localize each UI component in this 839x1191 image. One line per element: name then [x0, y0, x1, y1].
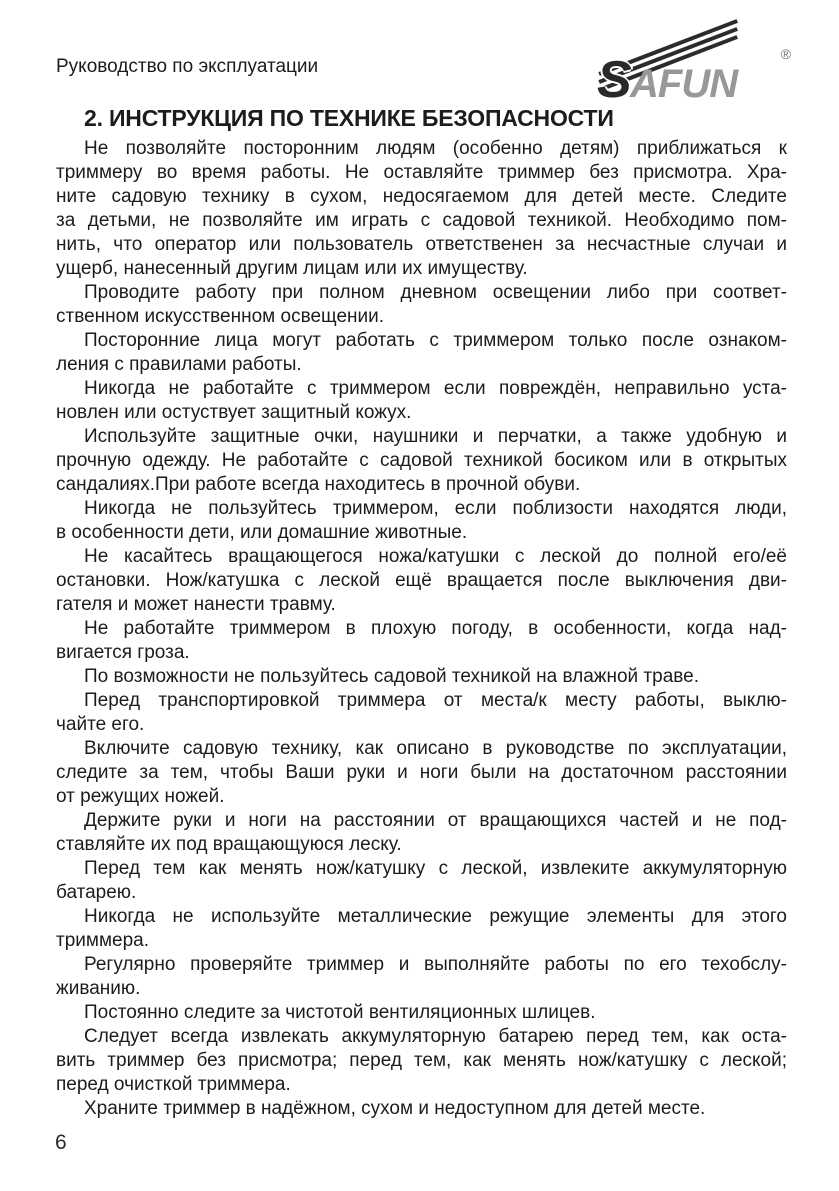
text-line: следите за тем, чтобы Ваши руки и ноги были на достаточном расстоянии: [56, 762, 787, 783]
text-line: Используйте защитные очки, наушники и перчатки, а также удобную и: [84, 426, 787, 447]
text-line: за детьми, не позволяйте им играть с садовой техникой. Необходимо пом-: [56, 210, 787, 231]
paragraph: [56, 689, 787, 737]
text-line: Никогда не работайте с триммером если повреждён, неправильно уста-: [84, 378, 787, 399]
text-line: ущерб, нанесенный другим лицам или их имуществу.: [56, 258, 528, 279]
paragraph: [56, 953, 787, 1001]
paragraph: [56, 665, 787, 689]
text-line: батарею.: [56, 882, 137, 903]
text-line: Посторонние лица могут работать с триммером только после ознаком-: [84, 330, 787, 351]
logo-letter-s: S: [597, 51, 632, 109]
text-line: ните садовую технику в сухом, недосягаемом для детей месте. Следите: [56, 186, 787, 207]
text-line: Перед тем как менять нож/катушку с леской, извлеките аккумуляторную: [84, 858, 787, 879]
paragraph: [56, 617, 787, 665]
body-text: [56, 137, 787, 1121]
paragraph: [56, 1025, 787, 1097]
text-line: Перед транспортировкой триммера от места/к месту работы, выклю-: [84, 690, 787, 711]
text-line: триммеру во время работы. Не оставляйте триммер без присмотра. Хра-: [56, 162, 787, 183]
text-line: сандалиях.При работе всегда находитесь в прочной обуви.: [56, 474, 581, 495]
logo-brand-text: AFUN: [630, 62, 738, 106]
text-line: Не касайтесь вращающегося ножа/катушки с леской до полной его/её: [84, 546, 787, 567]
text-line: ставляйте их под вращающуюся леску.: [56, 834, 402, 855]
text-line: ления с правилами работы.: [56, 354, 302, 375]
text-line: Не работайте триммером в плохую погоду, в особенности, когда над-: [84, 618, 787, 639]
text-line: новлен или остуствует защитный кожух.: [56, 402, 412, 423]
text-line: Постоянно следите за чистотой вентиляционных шлицев.: [84, 1002, 596, 1023]
paragraph: [56, 809, 787, 857]
paragraph: [56, 905, 787, 953]
text-line: прочную одежду. Не работайте с садовой техникой босиком или в открытых: [56, 450, 787, 471]
paragraph: [56, 329, 787, 377]
text-line: Следует всегда извлекать аккумуляторную батарею перед тем, как оста-: [84, 1026, 787, 1047]
text-line: Храните триммер в надёжном, сухом и недоступном для детей месте.: [84, 1098, 706, 1119]
paragraph: [56, 137, 787, 281]
paragraph: [56, 737, 787, 809]
text-line: По возможности не пользуйтесь садовой техникой на влажной траве.: [84, 666, 699, 687]
paragraph: [56, 497, 787, 545]
paragraph: [56, 425, 787, 497]
text-line: ственном искусственном освещении.: [56, 306, 385, 327]
text-line: вигается гроза.: [56, 642, 190, 663]
paragraph: [56, 1001, 787, 1025]
text-line: Регулярно проверяйте триммер и выполняйте работы по его техобслу-: [84, 954, 787, 975]
paragraph: [56, 1097, 787, 1121]
safun-logo: [597, 44, 803, 109]
text-line: Никогда не используйте металлические режущие элементы для этого: [84, 906, 787, 927]
page-number: 6: [55, 1131, 67, 1154]
text-line: Включите садовую технику, как описано в руководстве по эксплуатации,: [84, 738, 787, 759]
text-line: триммера.: [56, 930, 149, 951]
text-line: Никогда не пользуйтесь триммером, если поблизости находятся люди,: [84, 498, 787, 519]
text-line: в особенности дети, или домашние животные.: [56, 522, 468, 543]
text-line: остановки. Нож/катушка с леской ещё вращается после выключения дви-: [56, 570, 787, 591]
paragraph: [56, 545, 787, 617]
text-line: Проводите работу при полном дневном освещении либо при соответ-: [84, 282, 787, 303]
registered-trademark-icon: ®: [780, 46, 791, 62]
text-line: Не позволяйте посторонним людям (особенно детям) приближаться к: [84, 138, 787, 159]
text-line: живанию.: [56, 978, 141, 999]
paragraph: [56, 857, 787, 905]
text-line: Держите руки и ноги на расстоянии от вращающихся частей и не под-: [84, 810, 787, 831]
section-heading: 2. ИНСТРУКЦИЯ ПО ТЕХНИКЕ БЕЗОПАСНОСТИ: [84, 105, 614, 131]
text-line: нить, что оператор или пользователь ответственен за несчастные случаи и: [56, 234, 787, 255]
text-line: гателя и может нанести травму.: [56, 594, 336, 615]
text-line: вить триммер без присмотра; перед тем, как менять нож/катушку с леской;: [56, 1050, 787, 1071]
text-line: от режущих ножей.: [56, 786, 225, 807]
paragraph: [56, 377, 787, 425]
paragraph: [56, 281, 787, 329]
text-line: чайте его.: [56, 714, 145, 735]
text-line: перед очисткой триммера.: [56, 1074, 291, 1095]
document-header-title: Руководство по эксплуатации: [56, 56, 319, 77]
